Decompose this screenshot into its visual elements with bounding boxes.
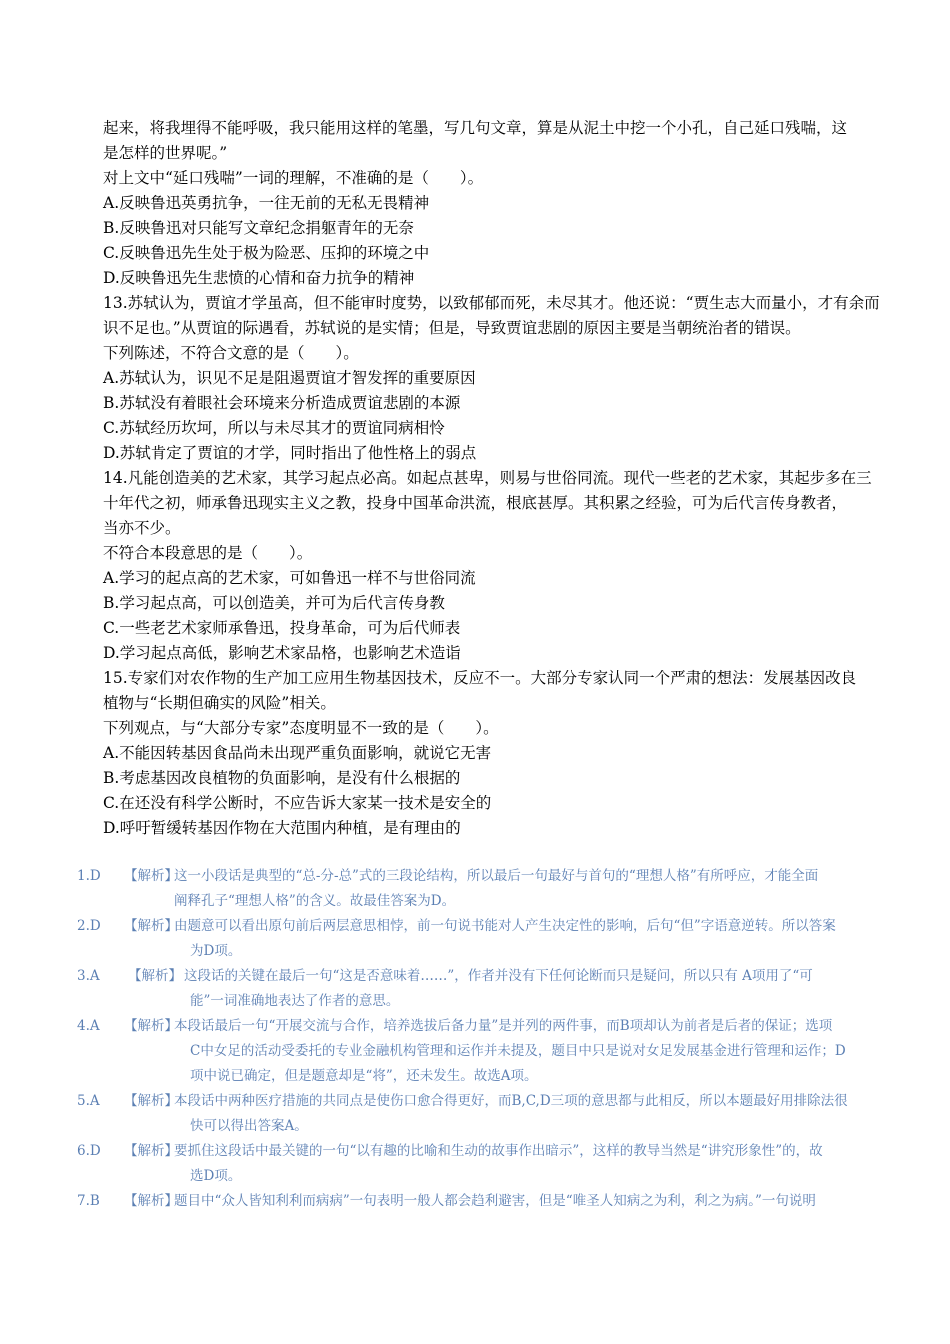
option-c: C.一些老艺术家师承鲁迅，投身革命，可为后代师表 [103,619,461,637]
question-prompt: 对上文中“延口残喘”一词的理解，不准确的是（ ）。 [103,169,484,187]
explanation-line: 题目中“众人皆知利利而病病”一句表明一般人都会趋利避害，但是“唯圣人知病之为利，利之为病。”一句说明 [174,1193,816,1209]
explanation-line: 这段话的关键在最后一句“这是否意味着……”，作者并没有下任何论断而只是疑问，所以只有 A项用了“可 [184,968,813,984]
analysis-tag: 【解析】 [124,1093,178,1109]
question-13-line: 识不足也。”从贾谊的际遇看，苏轼说的是实情；但是，导致贾谊悲剧的原因主要是当朝统治者的错误。 [103,319,801,337]
answer-number: 5.A [77,1093,100,1109]
explanation-line: 选D项。 [190,1168,242,1184]
question-14-prompt: 不符合本段意思的是（ ）。 [103,544,313,562]
passage-line: 起来，将我埋得不能呼吸，我只能用这样的笔墨，写几句文章，算是从泥土中挖一个小孔，自己延口残喘，这 [103,119,848,137]
option-c: C.反映鲁迅先生处于极为险恶、压抑的环境之中 [103,244,430,262]
explanation-line: 要抓住这段话中最关键的一句“以有趣的比喻和生动的故事作出暗示”，这样的教导当然是“讲究形象性”的，故 [174,1143,823,1159]
answer-number: 6.D [77,1143,101,1159]
question-15-line: 15.专家们对农作物的生产加工应用生物基因技术，反应不一。大部分专家认同一个严肃的想法：发展基因改良 [103,669,857,687]
answer-number: 2.D [77,918,101,934]
analysis-tag: 【解析】 [124,918,178,934]
question-14-line: 14.凡能创造美的艺术家，其学习起点必高。如起点甚卑，则易与世俗同流。现代一些老的艺术家，其起步多在三 [103,469,872,487]
option-d: D.学习起点高低，影响艺术家品格，也影响艺术造诣 [103,644,461,662]
option-d: D.苏轼肯定了贾谊的才学，同时指出了他性格上的弱点 [103,444,477,462]
explanation-line: 这一小段话是典型的“总-分-总”式的三段论结构，所以最后一句最好与首句的“理想人格”有所呼应，才能全面 [174,868,819,884]
answer-number: 3.A [77,968,100,984]
option-b: B.学习起点高，可以创造美，并可为后代言传身教 [103,594,445,612]
option-b: B.苏轼没有着眼社会环境来分析造成贾谊悲剧的本源 [103,394,461,412]
explanation-line: 本段话中两种医疗措施的共同点是使伤口愈合得更好，而B,C,D三项的意思都与此相反，所以本题最好用排除法很 [174,1093,848,1109]
option-b: B.反映鲁迅对只能写文章纪念捐躯青年的无奈 [103,219,414,237]
analysis-tag: 【解析】 [124,868,178,884]
option-a: A.反映鲁迅英勇抗争，一往无前的无私无畏精神 [103,194,430,212]
analysis-tag: 【解析】 [124,1018,178,1034]
answer-number: 4.A [77,1018,100,1034]
option-d: D.呼吁暂缓转基因作物在大范围内种植，是有理由的 [103,819,461,837]
option-a: A.不能因转基因食品尚未出现严重负面影响，就说它无害 [103,744,492,762]
answer-number: 1.D [77,868,101,884]
question-15-prompt: 下列观点，与“大部分专家”态度明显不一致的是（ ）。 [103,719,499,737]
analysis-tag: 【解析】 [124,1143,178,1159]
explanation-line: 由题意可以看出原句前后两层意思相悖，前一句说书能对人产生决定性的影响，后句“但”字语意逆转。所以答案 [174,918,836,934]
explanation-line: 阐释孔子“理想人格”的含义。故最佳答案为D。 [174,893,456,909]
answer-number: 7.B [77,1193,100,1209]
question-15-line: 植物与“长期但确实的风险”相关。 [103,694,336,712]
option-c: C.苏轼经历坎坷，所以与未尽其才的贾谊同病相怜 [103,419,445,437]
analysis-tag: 【解析】 [128,968,182,984]
explanation-line: 为D项。 [190,943,242,959]
option-b: B.考虑基因改良植物的负面影响，是没有什么根据的 [103,769,461,787]
explanation-line: 项中说已确定，但是题意却是“将”，还未发生。故选A项。 [190,1068,538,1084]
question-14-line: 当亦不少。 [103,519,181,537]
explanation-line: 能”一词准确地表达了作者的意思。 [190,993,400,1009]
option-d: D.反映鲁迅先生悲愤的心情和奋力抗争的精神 [103,269,415,287]
option-a: A.苏轼认为，识见不足是阻遏贾谊才智发挥的重要原因 [103,369,476,387]
question-13-line: 13.苏轼认为，贾谊才学虽高，但不能审时度势，以致郁郁而死，未尽其才。他还说：“贾生志大而量小，才有余而 [103,294,880,312]
option-c: C.在还没有科学公断时，不应告诉大家某一技术是安全的 [103,794,492,812]
passage-line: 是怎样的世界呢。” [103,144,228,162]
explanation-line: 本段话最后一句“开展交流与合作，培养选拔后备力量”是并列的两件事，而B项却认为前者是后者的保证；选项 [174,1018,833,1034]
option-a: A.学习的起点高的艺术家，可如鲁迅一样不与世俗同流 [103,569,476,587]
question-14-line: 十年代之初，师承鲁迅现实主义之教，投身中国革命洪流，根底甚厚。其积累之经验，可为后代言传身教者， [103,494,848,512]
explanation-line: 快可以得出答案A。 [190,1118,308,1134]
analysis-tag: 【解析】 [124,1193,178,1209]
question-13-prompt: 下列陈述，不符合文意的是（ ）。 [103,344,359,362]
explanation-line: C中女足的活动受委托的专业金融机构管理和运作并未提及，题目中只是说对女足发展基金进行管理和运作；D [190,1043,846,1059]
